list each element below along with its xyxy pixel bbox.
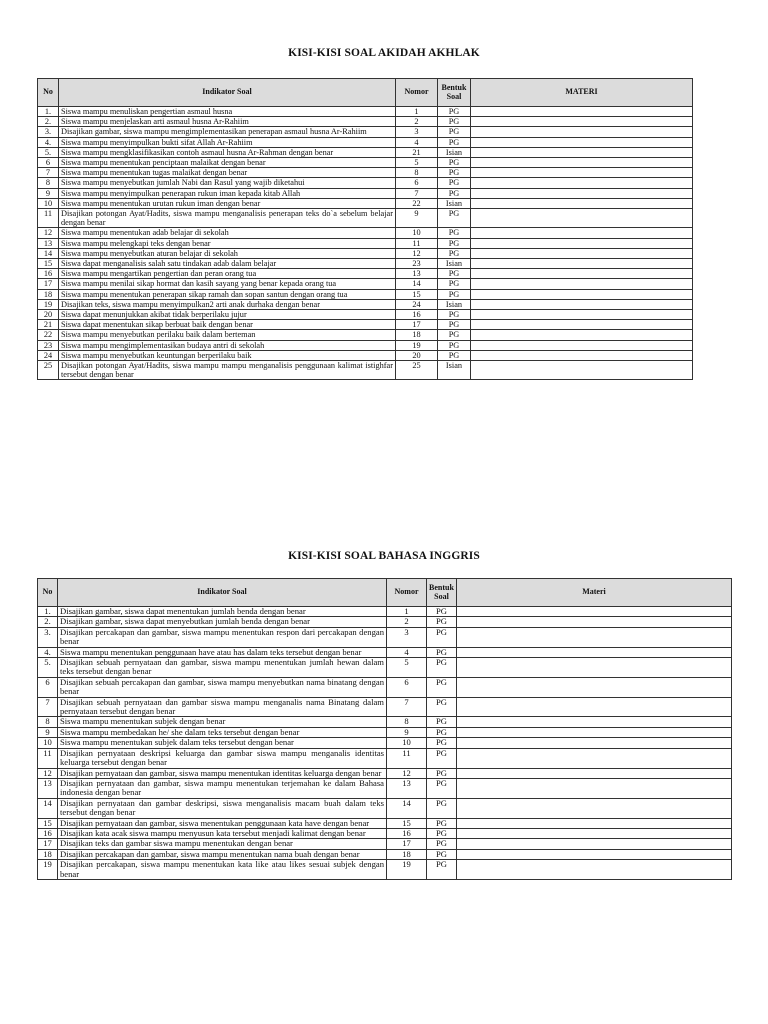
cell-no: 8 [38,717,58,727]
cell-nomor: 15 [387,818,427,828]
cell-bentuk-soal: PG [427,738,457,748]
cell-materi [457,617,732,627]
cell-materi [457,627,732,647]
cell-nomor: 12 [387,768,427,778]
cell-materi [471,158,693,168]
cell-materi [471,269,693,279]
cell-no: 12 [38,768,58,778]
cell-indikator: Siswa dapat menunjukkan akibat tidak berperilaku jujur [59,310,396,320]
cell-no: 14 [38,248,59,258]
cell-indikator: Siswa mampu menyebutkan perilaku baik dalam berteman [59,330,396,340]
cell-bentuk-soal: PG [427,778,457,798]
cell-indikator: Siswa mampu menyebutkan aturan belajar di sekolah [59,248,396,258]
cell-no: 1. [38,607,58,617]
cell-no: 5. [38,658,58,678]
cell-bentuk-soal: PG [427,717,457,727]
cell-bentuk-soal: PG [438,248,471,258]
cell-indikator: Disajikan pernyataan dan gambar, siswa mampu menentukan identitas keluarga dengan benar [58,768,387,778]
cell-bentuk-soal: PG [427,627,457,647]
cell-no: 21 [38,320,59,330]
cell-indikator: Siswa dapat menentukan sikap berbuat baik dengan benar [59,320,396,330]
cell-materi [471,188,693,198]
cell-materi [471,178,693,188]
cell-no: 17 [38,279,59,289]
cell-nomor: 6 [396,178,438,188]
cell-bentuk-soal: PG [427,617,457,627]
cell-nomor: 18 [396,330,438,340]
table-row [38,228,693,238]
cell-materi [471,330,693,340]
cell-bentuk-soal: PG [427,647,457,657]
cell-materi [471,238,693,248]
cell-nomor: 19 [396,340,438,350]
cell-no: 14 [38,798,58,818]
cell-materi [457,828,732,838]
cell-bentuk-soal: Isian [438,259,471,269]
cell-indikator: Disajikan percakapan dan gambar, siswa mampu menentukan respon dari percakapan dengan benar [58,627,387,647]
title-bahasa-inggris: KISI-KISI SOAL BAHASA INGGRIS [288,550,480,562]
cell-bentuk-soal: PG [438,178,471,188]
cell-materi [457,768,732,778]
cell-bentuk-soal: PG [427,658,457,678]
cell-nomor: 2 [396,117,438,127]
table-row [38,839,732,849]
table-row [38,818,732,828]
cell-no: 8 [38,178,59,188]
cell-indikator: Disajikan percakapan dan gambar, siswa mampu menentukan nama buah dengan benar [58,849,387,859]
table-header-row [38,79,693,107]
cell-no: 9 [38,188,59,198]
header-bentuk-soal: Bentuk Soal [427,579,457,607]
table-row [38,330,693,340]
cell-indikator: Disajikan pernyataan deskripsi keluarga dan gambar siswa mampu menganalis identitas keluarga tersebut dengan benar [58,748,387,768]
cell-materi [457,818,732,828]
cell-indikator: Siswa dapat menganalisis salah satu tindakan adab dalam belajar [59,259,396,269]
cell-materi [457,697,732,717]
table-row [38,778,732,798]
cell-materi [457,677,732,697]
cell-nomor: 17 [387,839,427,849]
cell-indikator: Siswa mampu menyebutkan keuntungan berperilaku baik [59,350,396,360]
cell-no: 3. [38,627,58,647]
table-row [38,198,693,208]
table-row [38,658,732,678]
cell-indikator: Disajikan sebuah pernyataan dan gambar siswa mampu menganalis nama Binatang dalam pernyataan tersebut dengan benar [58,697,387,717]
header-bentuk-soal: Bentuk Soal [438,79,471,107]
header-no: No [38,579,58,607]
header-nomor: Nomor [387,579,427,607]
cell-no: 2. [38,617,58,627]
cell-nomor: 7 [396,188,438,198]
cell-bentuk-soal: PG [438,158,471,168]
table-row [38,617,732,627]
cell-materi [471,310,693,320]
cell-materi [457,849,732,859]
cell-bentuk-soal: PG [427,677,457,697]
table-row [38,320,693,330]
cell-bentuk-soal: PG [438,188,471,198]
cell-nomor: 22 [396,198,438,208]
cell-no: 6 [38,158,59,168]
cell-bentuk-soal: PG [427,849,457,859]
table-row [38,299,693,309]
table-row [38,727,732,737]
cell-bentuk-soal: PG [427,748,457,768]
table-row [38,137,693,147]
cell-nomor: 9 [387,727,427,737]
cell-no: 11 [38,209,59,228]
cell-indikator: Siswa mampu menyimpulkan bukti sifat Allah Ar-Rahiim [59,137,396,147]
table-row [38,340,693,350]
table-row [38,107,693,117]
cell-materi [457,717,732,727]
cell-nomor: 13 [396,269,438,279]
cell-nomor: 19 [387,860,427,880]
cell-materi [471,127,693,137]
cell-indikator: Disajikan pernyataan dan gambar, siswa mampu menentukan terjemahan ke dalam Bahasa indonesia dengan benar [58,778,387,798]
cell-bentuk-soal: PG [427,697,457,717]
cell-bentuk-soal: PG [438,279,471,289]
cell-materi [471,299,693,309]
cell-nomor: 15 [396,289,438,299]
cell-indikator: Siswa mampu menyimpulkan penerapan rukun iman kepada kitab Allah [59,188,396,198]
cell-bentuk-soal: PG [438,289,471,299]
cell-nomor: 1 [387,607,427,617]
table-body [38,607,732,880]
table-akidah-akhlak [37,78,693,380]
cell-materi [471,107,693,117]
cell-nomor: 12 [396,248,438,258]
cell-nomor: 10 [396,228,438,238]
cell-indikator: Disajikan teks dan gambar siswa mampu menentukan dengan benar [58,839,387,849]
cell-indikator: Siswa mampu menyebutkan jumlah Nabi dan Rasul yang wajib diketahui [59,178,396,188]
table-body [38,107,693,380]
cell-nomor: 17 [396,320,438,330]
cell-nomor: 7 [387,697,427,717]
cell-no: 12 [38,228,59,238]
table-row [38,209,693,228]
cell-materi [457,860,732,880]
cell-materi [471,147,693,157]
cell-indikator: Siswa mampu menilai sikap hormat dan kasih sayang yang benar kepada orang tua [59,279,396,289]
cell-no: 4. [38,647,58,657]
cell-bentuk-soal: PG [438,330,471,340]
cell-materi [471,340,693,350]
cell-materi [471,198,693,208]
cell-no: 4. [38,137,59,147]
cell-no: 13 [38,778,58,798]
cell-indikator: Disajikan pernyataan dan gambar, siswa menentukan penggunaan kata have dengan benar [58,818,387,828]
cell-indikator: Siswa mampu menjelaskan arti asmaul husna Ar-Rahiim [59,117,396,127]
cell-bentuk-soal: PG [438,269,471,279]
cell-indikator: Siswa mampu mengartikan pengertian dan peran orang tua [59,269,396,279]
cell-no: 20 [38,310,59,320]
table-row [38,627,732,647]
cell-indikator: Siswa mampu menentukan adab belajar di sekolah [59,228,396,238]
title-akidah-akhlak: KISI-KISI SOAL AKIDAH AKHLAK [288,47,480,59]
cell-materi [457,727,732,737]
cell-bentuk-soal: PG [427,798,457,818]
table-row [38,158,693,168]
cell-indikator: Disajikan gambar, siswa dapat menentukan jumlah benda dengan benar [58,607,387,617]
header-materi: MATERI [471,79,693,107]
table-row [38,361,693,380]
table-row [38,647,732,657]
cell-bentuk-soal: PG [438,238,471,248]
cell-indikator: Disajikan pernyataan dan gambar deskripsi, siswa menganalisis macam buah dalam teks tersebut dengan benar [58,798,387,818]
cell-materi [471,320,693,330]
table-row [38,248,693,258]
header-indikator: Indikator Soal [58,579,387,607]
cell-nomor: 8 [396,168,438,178]
table-row [38,849,732,859]
cell-bentuk-soal: Isian [438,361,471,380]
cell-indikator: Disajikan potongan Ayat/Hadits, siswa mampu menganalisis penerapan teks do`a sebelum belajar dengan benar [59,209,396,228]
cell-materi [457,798,732,818]
cell-no: 17 [38,839,58,849]
cell-bentuk-soal: PG [438,209,471,228]
cell-nomor: 25 [396,361,438,380]
cell-indikator: Disajikan gambar, siswa mampu mengimplementasikan penerapan asmaul husna Ar-Rahiim [59,127,396,137]
cell-no: 7 [38,168,59,178]
cell-nomor: 14 [387,798,427,818]
cell-no: 19 [38,299,59,309]
cell-bentuk-soal: Isian [438,147,471,157]
table-row [38,188,693,198]
cell-indikator: Disajikan percakapan, siswa mampu menentukan kata like atau likes sesuai subjek dengan benar [58,860,387,880]
cell-nomor: 18 [387,849,427,859]
header-nomor: Nomor [396,79,438,107]
cell-no: 16 [38,828,58,838]
cell-no: 1. [38,107,59,117]
cell-materi [471,350,693,360]
cell-indikator: Disajikan kata acak siswa mampu menyusun kata tersebut menjadi kalimat dengan benar [58,828,387,838]
table-row [38,117,693,127]
cell-no: 13 [38,238,59,248]
header-materi: Materi [457,579,732,607]
cell-bentuk-soal: Isian [438,198,471,208]
table-row [38,310,693,320]
cell-bentuk-soal: PG [438,137,471,147]
cell-bentuk-soal: PG [438,228,471,238]
cell-indikator: Siswa mampu menentukan subjek dalam teks tersebut dengan benar [58,738,387,748]
cell-materi [471,168,693,178]
table-header-row [38,579,732,607]
cell-materi [457,607,732,617]
cell-bentuk-soal: PG [427,607,457,617]
cell-no: 18 [38,849,58,859]
cell-nomor: 20 [396,350,438,360]
cell-materi [471,259,693,269]
cell-bentuk-soal: PG [438,350,471,360]
header-no: No [38,79,59,107]
cell-bentuk-soal: PG [438,168,471,178]
cell-materi [471,209,693,228]
cell-nomor: 4 [396,137,438,147]
cell-nomor: 14 [396,279,438,289]
cell-bentuk-soal: Isian [438,299,471,309]
cell-materi [471,248,693,258]
cell-materi [471,289,693,299]
cell-bentuk-soal: PG [427,828,457,838]
cell-bentuk-soal: PG [438,127,471,137]
cell-no: 23 [38,340,59,350]
cell-nomor: 1 [396,107,438,117]
cell-materi [457,839,732,849]
table-row [38,768,732,778]
cell-indikator: Siswa mampu melengkapi teks dengan benar [59,238,396,248]
cell-nomor: 4 [387,647,427,657]
cell-indikator: Siswa mampu membedakan he/ she dalam teks tersebut dengan benar [58,727,387,737]
cell-nomor: 3 [396,127,438,137]
cell-indikator: Disajikan sebuah pernyataan dan gambar, siswa mampu menentukan jumlah hewan dalam teks tersebut dengan benar [58,658,387,678]
cell-bentuk-soal: PG [438,340,471,350]
cell-no: 11 [38,748,58,768]
cell-no: 24 [38,350,59,360]
cell-bentuk-soal: PG [427,818,457,828]
cell-nomor: 10 [387,738,427,748]
cell-no: 10 [38,738,58,748]
cell-bentuk-soal: PG [438,310,471,320]
cell-nomor: 9 [396,209,438,228]
table-row [38,269,693,279]
cell-bentuk-soal: PG [427,860,457,880]
table-row [38,748,732,768]
cell-no: 18 [38,289,59,299]
cell-no: 19 [38,860,58,880]
table-row [38,259,693,269]
table-row [38,677,732,697]
cell-no: 25 [38,361,59,380]
cell-nomor: 16 [387,828,427,838]
cell-nomor: 11 [387,748,427,768]
cell-indikator: Disajikan gambar, siswa dapat menyebutkan jumlah benda dengan benar [58,617,387,627]
header-indikator: Indikator Soal [59,79,396,107]
cell-no: 22 [38,330,59,340]
table-row [38,607,732,617]
cell-nomor: 5 [396,158,438,168]
table-row [38,798,732,818]
table-row [38,127,693,137]
cell-materi [457,748,732,768]
table-row [38,860,732,880]
cell-nomor: 5 [387,658,427,678]
cell-no: 15 [38,818,58,828]
cell-indikator: Siswa mampu menentukan penggunaan have atau has dalam teks tersebut dengan benar [58,647,387,657]
table-row [38,717,732,727]
table-row [38,289,693,299]
table-row [38,350,693,360]
cell-bentuk-soal: PG [438,107,471,117]
cell-nomor: 6 [387,677,427,697]
cell-materi [457,778,732,798]
cell-bentuk-soal: PG [438,117,471,127]
cell-no: 15 [38,259,59,269]
table-row [38,697,732,717]
cell-indikator: Siswa mampu mengimplementasikan budaya antri di sekolah [59,340,396,350]
cell-indikator: Siswa mampu menentukan penerapan sikap ramah dan sopan santun dengan orang tua [59,289,396,299]
cell-bentuk-soal: PG [427,839,457,849]
cell-materi [471,117,693,127]
cell-nomor: 11 [396,238,438,248]
cell-indikator: Disajikan teks, siswa mampu menyimpulkan2 arti anak durhaka dengan benar [59,299,396,309]
cell-materi [457,658,732,678]
cell-bentuk-soal: PG [427,768,457,778]
cell-nomor: 2 [387,617,427,627]
cell-indikator: Disajikan potongan Ayat/Hadits, siswa mampu mampu menganalisis penggunaan kalimat istighfar tersebut dengan benar [59,361,396,380]
cell-no: 16 [38,269,59,279]
cell-indikator: Siswa mampu menentukan tugas malaikat dengan benar [59,168,396,178]
table-row [38,147,693,157]
cell-no: 7 [38,697,58,717]
cell-materi [457,738,732,748]
cell-indikator: Siswa mampu mengklasifikasikan contoh asmaul husna Ar-Rahman dengan benar [59,147,396,157]
cell-bentuk-soal: PG [427,727,457,737]
cell-nomor: 24 [396,299,438,309]
cell-no: 5. [38,147,59,157]
cell-materi [457,647,732,657]
cell-nomor: 13 [387,778,427,798]
cell-bentuk-soal: PG [438,320,471,330]
cell-no: 10 [38,198,59,208]
cell-materi [471,279,693,289]
cell-nomor: 23 [396,259,438,269]
table-row [38,168,693,178]
table-row [38,738,732,748]
cell-no: 9 [38,727,58,737]
table-row [38,238,693,248]
cell-nomor: 21 [396,147,438,157]
cell-materi [471,228,693,238]
cell-no: 3. [38,127,59,137]
cell-no: 6 [38,677,58,697]
cell-indikator: Siswa mampu menuliskan pengertian asmaul husna [59,107,396,117]
cell-indikator: Disajikan sebuah percakapan dan gambar, siswa mampu menyebutkan nama binatang dengan benar [58,677,387,697]
cell-no: 2. [38,117,59,127]
table-row [38,828,732,838]
table-bahasa-inggris [37,578,732,880]
cell-indikator: Siswa mampu menentukan urutan rukun iman dengan benar [59,198,396,208]
table-row [38,279,693,289]
cell-nomor: 16 [396,310,438,320]
cell-materi [471,361,693,380]
table-row [38,178,693,188]
cell-nomor: 8 [387,717,427,727]
cell-nomor: 3 [387,627,427,647]
cell-indikator: Siswa mampu menentukan subjek dengan benar [58,717,387,727]
cell-materi [471,137,693,147]
cell-indikator: Siswa mampu menentukan penciptaan malaikat dengan benar [59,158,396,168]
